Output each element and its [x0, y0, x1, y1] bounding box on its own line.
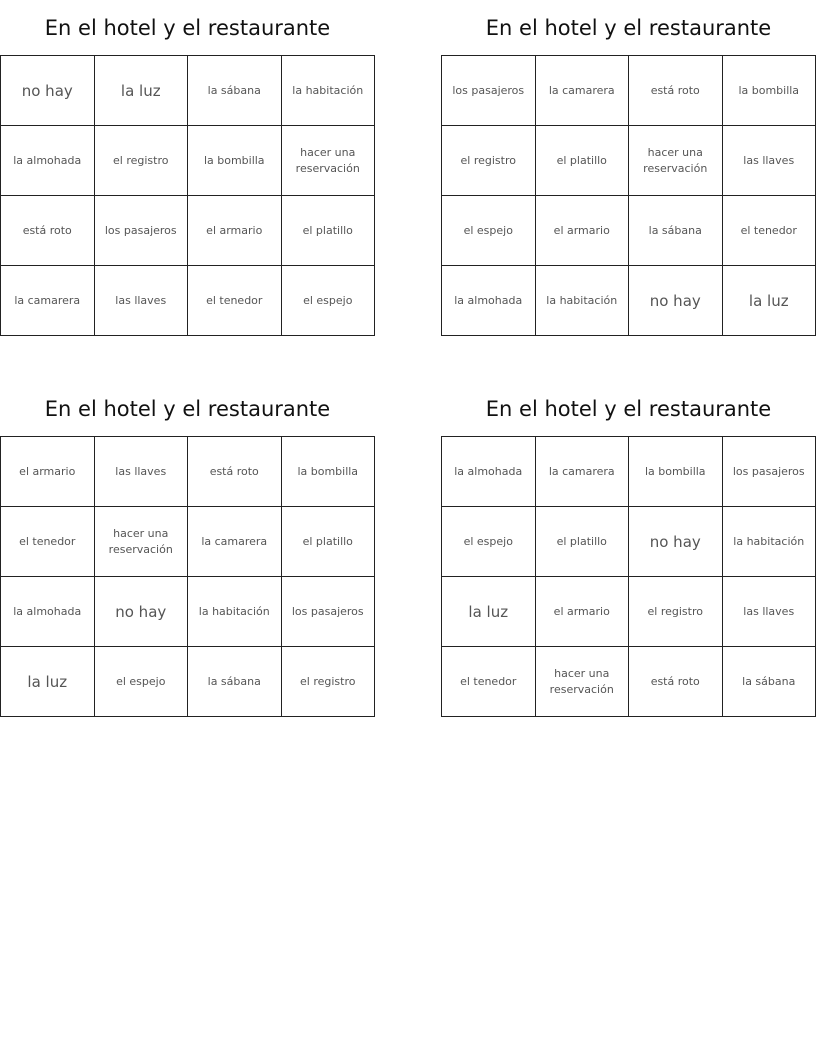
bingo-grid — [0, 55, 375, 336]
bingo-cell: el registro — [629, 577, 723, 647]
bingo-cell: la sábana — [188, 56, 282, 126]
bingo-cell: la luz — [1, 647, 95, 717]
bingo-cell: la luz — [95, 56, 189, 126]
bingo-cell: la bombilla — [282, 437, 376, 507]
bingo-cell: la bombilla — [723, 56, 816, 126]
bingo-cell: está roto — [629, 56, 723, 126]
bingo-cell: la bombilla — [188, 126, 282, 196]
bingo-cell: no hay — [629, 266, 723, 336]
bingo-cell: está roto — [1, 196, 95, 266]
bingo-cell: la habitación — [188, 577, 282, 647]
bingo-cell: las llaves — [723, 126, 816, 196]
bingo-cell: la camarera — [188, 507, 282, 577]
bingo-cell: el registro — [442, 126, 536, 196]
bingo-cell: está roto — [629, 647, 723, 717]
card-title: En el hotel y el restaurante — [44, 16, 331, 40]
bingo-cell: la bombilla — [629, 437, 723, 507]
bingo-cell: no hay — [1, 56, 95, 126]
bingo-cell: el registro — [95, 126, 189, 196]
bingo-cell: la camarera — [1, 266, 95, 336]
bingo-cell: el espejo — [442, 507, 536, 577]
bingo-cell: las llaves — [95, 437, 189, 507]
bingo-cell: la habitación — [282, 56, 376, 126]
bingo-cell: la luz — [723, 266, 816, 336]
bingo-cell: el platillo — [282, 196, 376, 266]
bingo-cell: hacer una reservación — [95, 507, 189, 577]
bingo-cell: el espejo — [282, 266, 376, 336]
bingo-cell: la sábana — [723, 647, 816, 717]
bingo-cell: el tenedor — [1, 507, 95, 577]
bingo-cell: el espejo — [442, 196, 536, 266]
bingo-cell: el tenedor — [188, 266, 282, 336]
card-title: En el hotel y el restaurante — [485, 397, 772, 421]
bingo-cell: el platillo — [282, 507, 376, 577]
bingo-cell: el armario — [1, 437, 95, 507]
bingo-cell: los pasajeros — [442, 56, 536, 126]
bingo-cell: el platillo — [536, 126, 630, 196]
bingo-cell: la almohada — [1, 577, 95, 647]
bingo-cell: las llaves — [95, 266, 189, 336]
bingo-cell: no hay — [629, 507, 723, 577]
bingo-cell: hacer una reservación — [536, 647, 630, 717]
bingo-cell: las llaves — [723, 577, 816, 647]
bingo-cell: la almohada — [442, 266, 536, 336]
bingo-cell: la camarera — [536, 437, 630, 507]
card-title: En el hotel y el restaurante — [485, 16, 772, 40]
bingo-grid — [0, 436, 375, 717]
bingo-grid — [441, 436, 816, 717]
bingo-cell: la sábana — [188, 647, 282, 717]
bingo-cell: el armario — [536, 577, 630, 647]
bingo-cell: está roto — [188, 437, 282, 507]
bingo-cell: el armario — [536, 196, 630, 266]
bingo-cell: la habitación — [723, 507, 816, 577]
bingo-cell: hacer una reservación — [282, 126, 376, 196]
bingo-cell: la sábana — [629, 196, 723, 266]
bingo-cell: la luz — [442, 577, 536, 647]
bingo-cell: la camarera — [536, 56, 630, 126]
bingo-cell: hacer una reservación — [629, 126, 723, 196]
bingo-cell: los pasajeros — [723, 437, 816, 507]
bingo-cell: el registro — [282, 647, 376, 717]
bingo-cell: los pasajeros — [282, 577, 376, 647]
bingo-grid — [441, 55, 816, 336]
bingo-cell: el espejo — [95, 647, 189, 717]
bingo-cell: la almohada — [442, 437, 536, 507]
bingo-cell: el armario — [188, 196, 282, 266]
card-title: En el hotel y el restaurante — [44, 397, 331, 421]
bingo-cell: el tenedor — [442, 647, 536, 717]
bingo-cell: la almohada — [1, 126, 95, 196]
bingo-cell: no hay — [95, 577, 189, 647]
bingo-cell: el platillo — [536, 507, 630, 577]
bingo-cell: el tenedor — [723, 196, 816, 266]
bingo-cell: la habitación — [536, 266, 630, 336]
bingo-cell: los pasajeros — [95, 196, 189, 266]
